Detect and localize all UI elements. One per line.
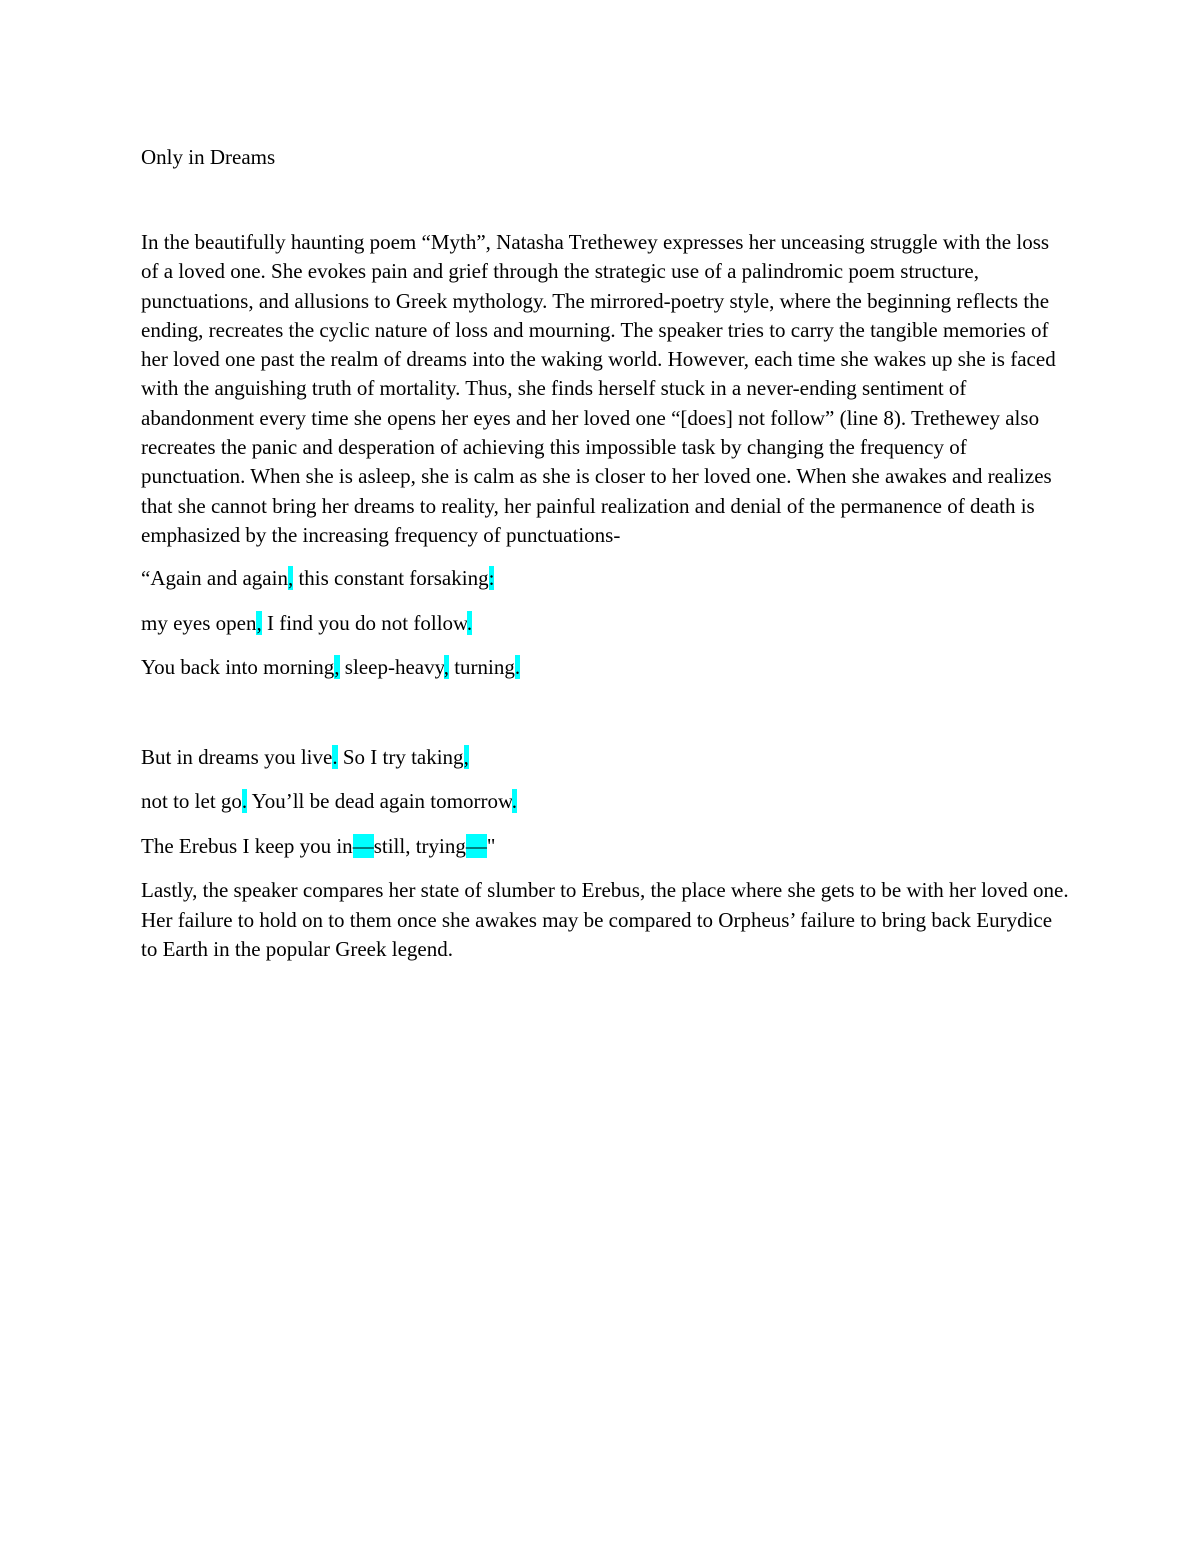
poem-text: I find you do not follow: [261, 610, 467, 635]
highlighted-punctuation: :: [488, 566, 495, 591]
closing-paragraph: Lastly, the speaker compares her state of slumber to Erebus, the place where she gets to be with her loved one. Her failure to hold on to them once she awakes may be compared to Orpheus’ failure to bring back Eurydice to Earth in the popular Greek legend.: [141, 878, 1069, 961]
poem-text: turning: [448, 655, 515, 680]
document-title: Only in Dreams: [141, 145, 276, 169]
poem-text: You back into morning: [141, 655, 335, 680]
poem-text: not to let go: [141, 789, 242, 814]
highlighted-punctuation: .: [466, 610, 473, 635]
highlighted-punctuation: ,: [334, 655, 340, 680]
poem-text: ": [486, 833, 496, 858]
poem-text: my eyes open: [141, 610, 257, 635]
poem-line-6: [141, 832, 1071, 877]
poem-text: sleep-heavy: [339, 655, 444, 680]
highlighted-punctuation: .: [511, 789, 518, 814]
poem-line-4: [141, 743, 1071, 788]
highlighted-punctuation: —: [465, 833, 487, 858]
poem-text: But in dreams you live: [141, 744, 333, 769]
poem-text: The Erebus I keep you in: [141, 833, 353, 858]
highlighted-punctuation: ,: [463, 744, 469, 769]
highlighted-punctuation: —: [352, 833, 374, 858]
intro-paragraph: In the beautifully haunting poem “Myth”, Natasha Trethewey expresses her unceasing struggle with the loss of a loved one. She evokes pain and grief through the strategic use of a palindromic poem structure, punctuations, and allusions to Greek mythology. The mirrored-poetry style, where the beginning reflects the ending, recreates the cyclic nature of loss and mourning. The speaker tries to carry the tangible memories of her loved one past the realm of dreams into the waking world. However, each time she wakes up she is faced with the anguishing truth of mortality. Thus, she finds herself stuck in a never-ending sentiment of abandonment every time she opens her eyes and her loved one “[does] not follow” (line 8). Trethewey also recreates the panic and desperation of achieving this impossible task by changing the frequency of punctuation. When she is asleep, she is calm as she is closer to her loved one. When she awakes and realizes that she cannot bring her dreams to reality, her painful realization and denial of the permanence of death is emphasized by the increasing frequency of punctuations-: [141, 230, 1056, 547]
poem-text: still, trying: [373, 833, 466, 858]
poem-line-3: [141, 653, 1071, 698]
poem-text: this constant forsaking: [293, 566, 489, 591]
poem-text: So I try taking: [337, 744, 464, 769]
poem-text: You’ll be dead again tomorrow: [247, 789, 512, 814]
poem-stanza-2: [141, 743, 1071, 877]
poem-line-5: [141, 787, 1071, 832]
highlighted-punctuation: ,: [287, 566, 294, 591]
poem-text: “Again and again: [141, 566, 288, 591]
highlighted-punctuation: .: [241, 789, 248, 814]
highlighted-punctuation: ,: [256, 610, 262, 635]
poem-stanza-1: [141, 564, 1071, 698]
highlighted-punctuation: ,: [443, 655, 449, 680]
poem-line-1: [141, 564, 1071, 609]
poem-line-2: [141, 609, 1071, 654]
highlighted-punctuation: .: [332, 744, 338, 769]
highlighted-punctuation: .: [514, 655, 521, 680]
document-body: [141, 142, 1071, 964]
